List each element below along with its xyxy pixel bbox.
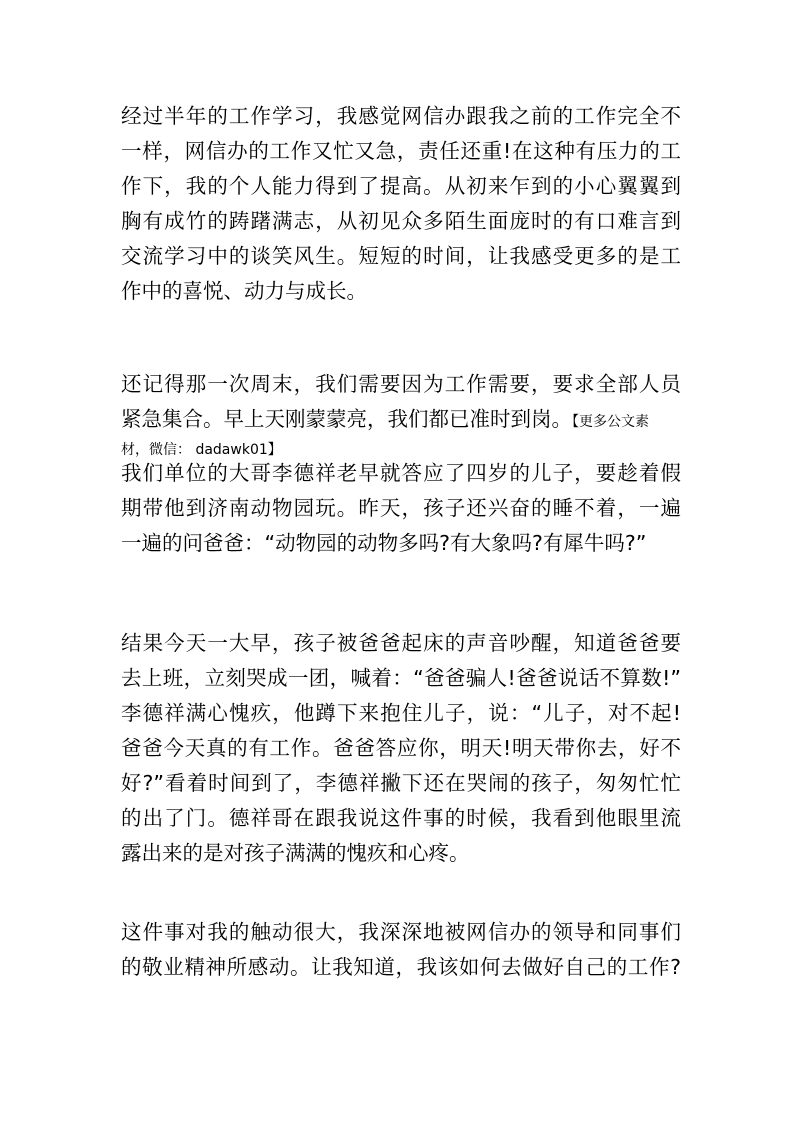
text-line: 一样，网信办的工作又忙又急，责任还重!在这种有压力的工 bbox=[121, 139, 681, 163]
paragraph-3 bbox=[121, 456, 681, 561]
paragraph-1 bbox=[121, 99, 681, 309]
text-line: 作中的喜悦、动力与成长。 bbox=[121, 279, 367, 303]
text-segment: 紧急集合。早上天刚蒙蒙亮，我们都已准时到岗。 bbox=[121, 407, 572, 431]
text-line: 去上班，立刻哭成一团，喊着：“爸爸骗人!爸爸说话不算数!” bbox=[121, 666, 681, 690]
text-line: 的敬业精神所感动。让我知道，我该如何去做好自己的工作? bbox=[121, 955, 681, 979]
text-line: 爸爸今天真的有工作。爸爸答应你，明天!明天带你去，好不 bbox=[121, 736, 681, 760]
text-line: 这件事对我的触动很大，我深深地被网信办的领导和同事们 bbox=[121, 920, 681, 944]
text-line: 我们单位的大哥李德祥老早就答应了四岁的儿子，要趁着假 bbox=[121, 461, 681, 485]
text-line: 李德祥满心愧疚，他蹲下来抱住儿子，说：“儿子，对不起! bbox=[121, 701, 681, 725]
text-line: 经过半年的工作学习，我感觉网信办跟我之前的工作完全不 bbox=[121, 104, 681, 128]
text-line: 期带他到济南动物园玩。昨天，孩子还兴奋的睡不着，一遍 bbox=[121, 496, 681, 520]
text-line: 作下，我的个人能力得到了提高。从初来乍到的小心翼翼到 bbox=[121, 174, 681, 198]
paragraph-5 bbox=[121, 915, 681, 985]
text-line: 还记得那一次周末，我们需要因为工作需要，要求全部人员 bbox=[121, 372, 681, 396]
text-line: 露出来的是对孩子满满的愧疚和心疼。 bbox=[121, 841, 470, 865]
wechat-note-inline: 【更多公文素 bbox=[572, 414, 649, 430]
text-line: 结果今天一大早，孩子被爸爸起床的声音吵醒，知道爸爸要 bbox=[121, 631, 681, 655]
paragraph-2 bbox=[121, 367, 681, 464]
text-line: 好?”看着时间到了，李德祥撇下还在哭闹的孩子，匆匆忙忙 bbox=[121, 771, 681, 795]
wechat-note-line: 材，微信： dadawk01】 bbox=[121, 442, 282, 458]
text-line: 的出了门。德祥哥在跟我说这件事的时候，我看到他眼里流 bbox=[121, 806, 681, 830]
text-line: 胸有成竹的踌躇满志，从初见众多陌生面庞时的有口难言到 bbox=[121, 209, 681, 233]
text-line-with-note bbox=[121, 402, 681, 437]
text-line: 交流学习中的谈笑风生。短短的时间，让我感受更多的是工 bbox=[121, 244, 681, 268]
text-line: 一遍的问爸爸：“动物园的动物多吗?有大象吗?有犀牛吗?” bbox=[121, 531, 647, 555]
paragraph-4 bbox=[121, 626, 681, 871]
